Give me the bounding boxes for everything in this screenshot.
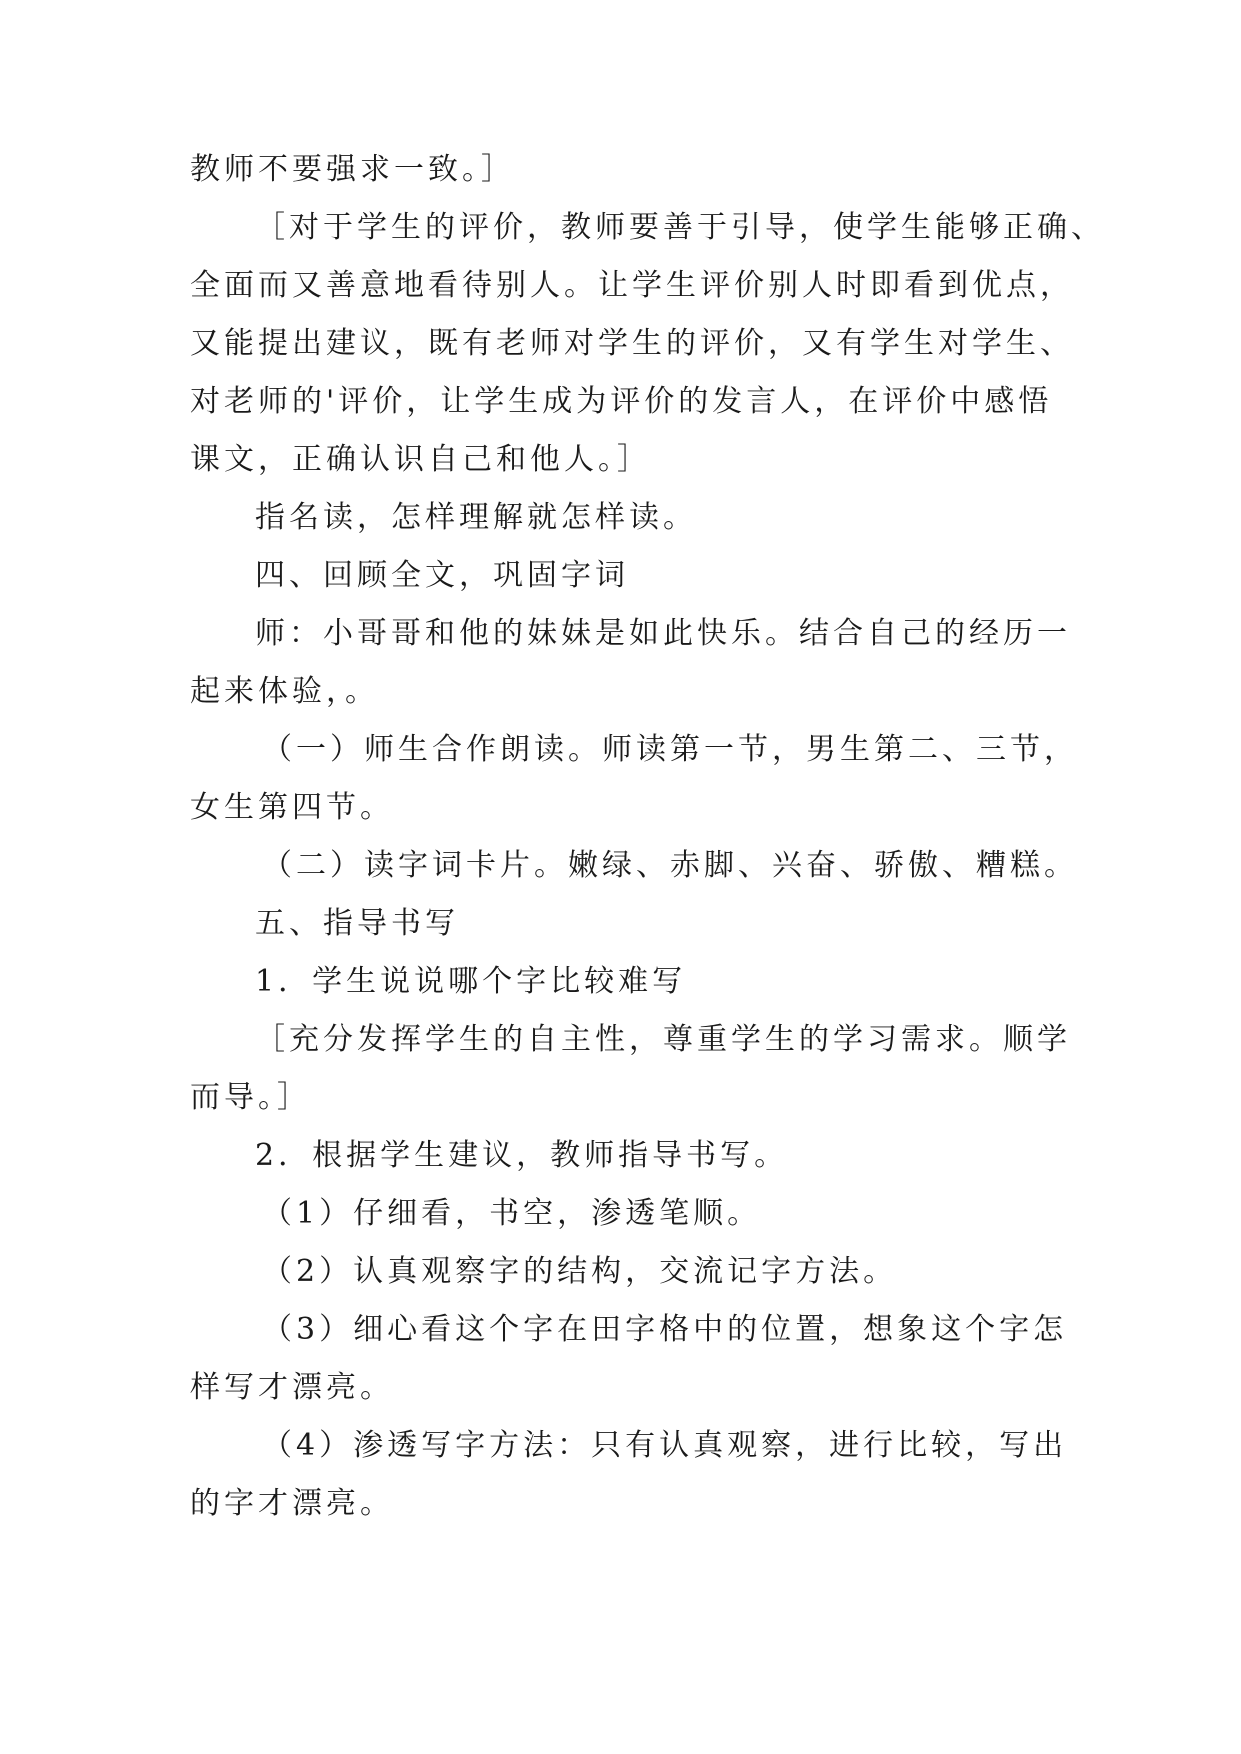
text-line: （2）认真观察字的结构，交流记字方法。 [262, 1254, 898, 1289]
text-line: 对老师的'评价，让学生成为评价的发言人，在评价中感悟 [190, 384, 1053, 419]
text-line: 1．学生说说哪个字比较难写 [255, 964, 687, 999]
text-line: 师：小哥哥和他的妹妹是如此快乐。结合自己的经历一 [255, 616, 1071, 651]
text-line: ［充分发挥学生的自主性，尊重学生的学习需求。顺学 [255, 1022, 1071, 1057]
text-line: 指名读，怎样理解就怎样读。 [255, 500, 697, 535]
text-line: 女生第四节。 [190, 790, 394, 825]
text-line: （4）渗透写字方法：只有认真观察，进行比较，写出 [262, 1428, 1068, 1463]
text-line: （二）读字词卡片。嫩绿、赤脚、兴奋、骄傲、糟糕。 [262, 848, 1078, 883]
section-heading: 五、指导书写 [255, 906, 459, 941]
section-heading: 四、回顾全文，巩固字词 [255, 558, 629, 593]
text-line: （3）细心看这个字在田字格中的位置，想象这个字怎 [262, 1312, 1068, 1347]
text-line: 教师不要强求一致。］ [190, 152, 515, 187]
text-line: 又能提出建议，既有老师对学生的评价，又有学生对学生、 [190, 326, 1074, 361]
text-line: ［对于学生的评价，教师要善于引导，使学生能够正确、 [255, 210, 1105, 245]
text-line: （一）师生合作朗读。师读第一节，男生第二、三节， [262, 732, 1078, 767]
text-line: 2．根据学生建议，教师指导书写。 [255, 1138, 789, 1173]
text-line: 起来体验，。 [190, 674, 379, 709]
text-line: （1）仔细看，书空，渗透笔顺。 [262, 1196, 762, 1231]
text-line: 全面而又善意地看待别人。让学生评价别人时即看到优点， [190, 268, 1074, 303]
text-line: 的字才漂亮。 [190, 1486, 394, 1521]
text-line: 而导。］ [190, 1080, 311, 1115]
text-line: 样写才漂亮。 [190, 1370, 394, 1405]
text-line: 课文，正确认识自己和他人。］ [190, 442, 651, 477]
